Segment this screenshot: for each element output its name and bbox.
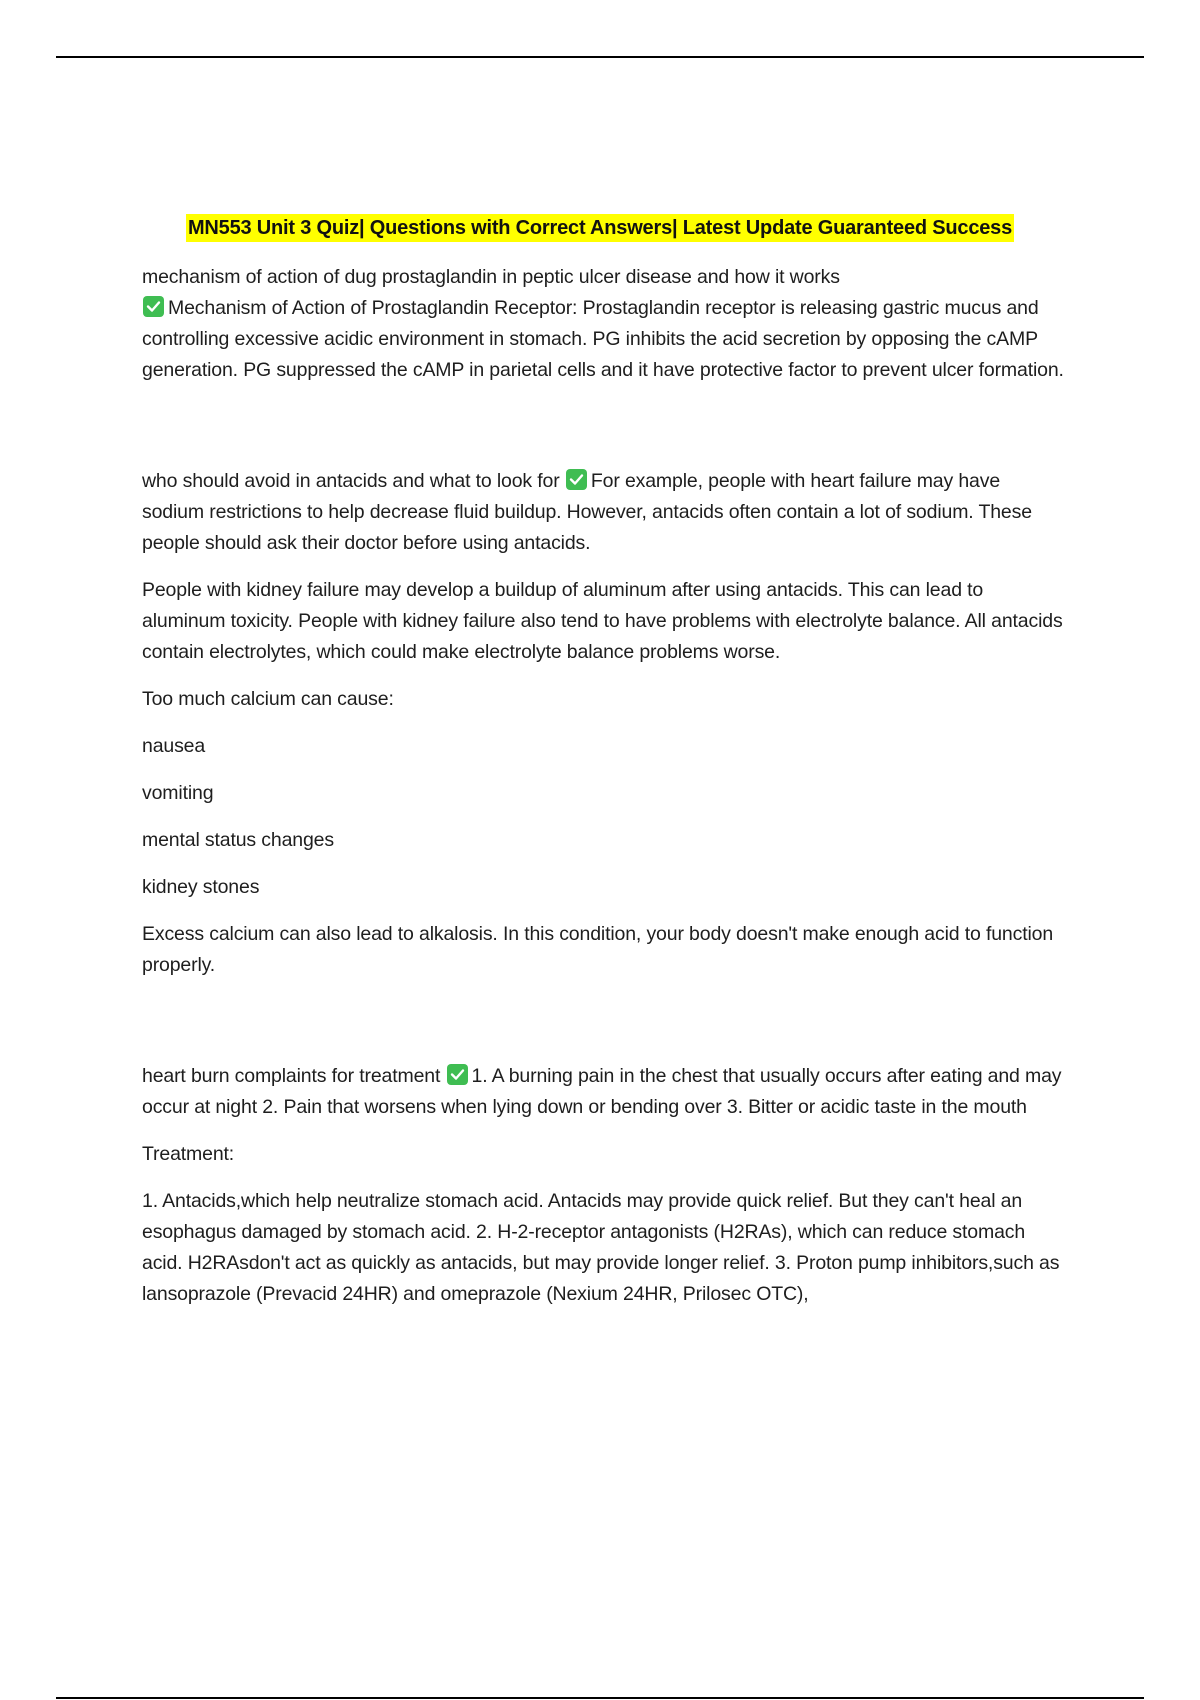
qa-block-3 xyxy=(142,1061,1064,1123)
green-checkmark-icon xyxy=(143,296,164,317)
treatment-paragraph: 1. Antacids,which help neutralize stomach acid. Antacids may provide quick relief. But they can't heal an esophagus damaged by stomach acid. 2. H-2-receptor antagonists (H2RAs), which can reduce stomach acid. H2RAsdon't act as quickly as antacids, but may provide longer relief. 3. Proton pump inhibitors,such as lansoprazole (Prevacid 24HR) and omeprazole (Nexium 24HR, Prilosec OTC), xyxy=(142,1190,1060,1305)
list-item: nausea xyxy=(142,735,206,757)
top-rule xyxy=(56,56,1144,58)
title-container xyxy=(0,214,1200,242)
question-text: mechanism of action of dug prostaglandin in peptic ulcer disease and how it works xyxy=(142,266,840,288)
bottom-rule xyxy=(56,1697,1144,1699)
green-checkmark-icon xyxy=(447,1064,468,1085)
answer-text: For example, people with heart failure may have sodium restrictions to help decrease fluid buildup. However, antacids often contain a lot of sodium. These people should ask their doctor before using antacids. xyxy=(142,470,1032,554)
spacer xyxy=(142,402,1064,466)
spacer xyxy=(142,997,1064,1061)
qa-block-2 xyxy=(142,466,1064,559)
alkalosis-paragraph: Excess calcium can also lead to alkalosis. In this condition, your body doesn't make enough acid to function properly. xyxy=(142,923,1054,976)
list-item: kidney stones xyxy=(142,876,260,898)
calcium-heading: Too much calcium can cause: xyxy=(142,688,394,710)
treatment-heading: Treatment: xyxy=(142,1143,235,1165)
document-body xyxy=(142,262,1064,1326)
qa-block-1 xyxy=(142,262,1064,386)
kidney-failure-paragraph: People with kidney failure may develop a buildup of aluminum after using antacids. This can lead to aluminum toxicity. People with kidney failure also tend to have problems with electrolyte balance. All antacids contain electrolytes, which could make electrolyte balance problems worse. xyxy=(142,579,1063,663)
answer-text: Mechanism of Action of Prostaglandin Receptor: Prostaglandin receptor is releasing gastric mucus and controlling excessive acidic environment in stomach. PG inhibits the acid secretion by opposing the cAMP generation. PG suppressed the cAMP in parietal cells and it have protective factor to prevent ulcer formation. xyxy=(142,297,1064,381)
list-item: mental status changes xyxy=(142,829,334,851)
answer-text: 1. A burning pain in the chest that usually occurs after eating and may occur at night 2. Pain that worsens when lying down or bending over 3. Bitter or acidic taste in the mouth xyxy=(142,1065,1062,1118)
green-checkmark-icon xyxy=(566,469,587,490)
document-title: MN553 Unit 3 Quiz| Questions with Correct Answers| Latest Update Guaranteed Success xyxy=(186,214,1014,242)
question-text: heart burn complaints for treatment xyxy=(142,1065,441,1087)
question-text: who should avoid in antacids and what to look for xyxy=(142,470,560,492)
list-item: vomiting xyxy=(142,782,214,804)
